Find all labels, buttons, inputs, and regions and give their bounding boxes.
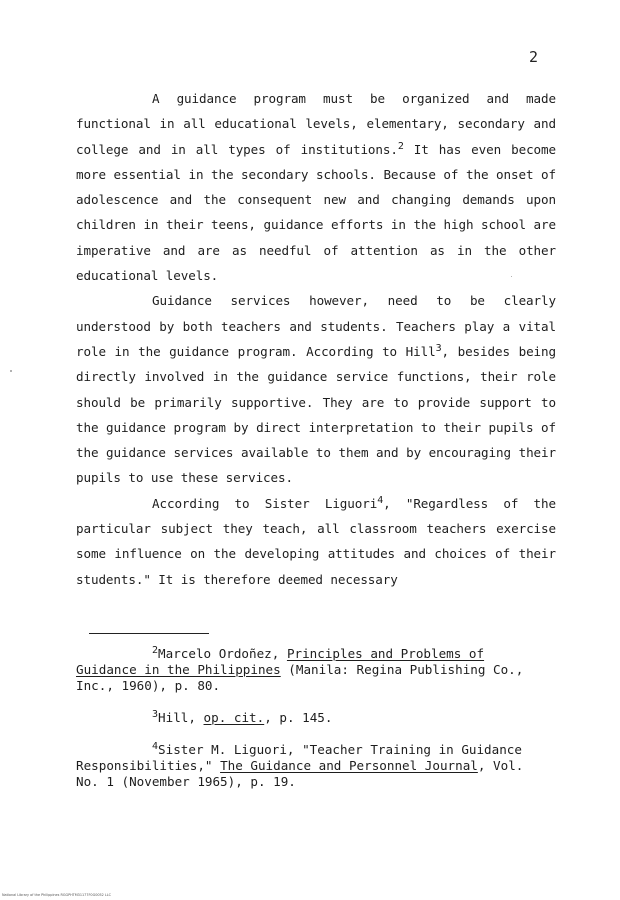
footnote	[76, 710, 548, 726]
footnote-citation: (Manila: Regina Publishing Co., Inc., 1960), p. 80.	[76, 662, 524, 693]
paragraph-text: A guidance program must be organized and made functional in all educational levels, elementary, secondary and college and in all types of institutions.	[76, 91, 556, 157]
paragraph-text: It has even become more essential in the secondary schools. Because of the onset of adolescence and the consequent new and changing demands upon children in their teens, guidance efforts in the high school are imperative and are as needful of attention as in the other educational levels.	[76, 141, 556, 284]
footnote-reference: 3	[435, 342, 442, 354]
paragraph	[76, 491, 556, 592]
paragraph-text: According to Sister Liguori	[152, 495, 378, 511]
footnote-title: Principles and Problems of Guidance in the Philippines	[76, 646, 485, 677]
paragraph-text: , "Regardless of the particular subject they teach, all classroom teachers exercise some influence on the developing attitudes and choices of their students." It is therefore deemed necessary	[76, 495, 556, 587]
scan-speck	[511, 276, 512, 277]
footnote-title: op. cit.	[203, 710, 265, 725]
footnote-reference: 4	[377, 494, 384, 506]
footnote-author: Marcelo Ordoñez,	[158, 646, 287, 661]
footnote-mark: 3	[152, 709, 159, 720]
paragraph	[76, 288, 556, 490]
body-text	[76, 86, 556, 592]
footnote-citation: , Vol. No. 1 (November 1965), p. 19.	[76, 758, 524, 789]
scan-footer: National Library of the Philippines RGGPHTM31177F0G0052 LLC	[2, 893, 112, 897]
paragraph-text: Guidance services however, need to be clearly understood by both teachers and students. Teachers play a vital role in the guidance program. According to Hill	[76, 293, 556, 359]
footnote-author: Hill,	[158, 710, 204, 725]
footnote-author: Sister M. Liguori, "Teacher Training in Guidance Responsibilities,"	[76, 742, 522, 773]
footnote-citation: , p. 145.	[264, 710, 333, 725]
footnote-mark: 2	[152, 645, 159, 656]
paragraph-text: , besides being directly involved in the guidance service functions, their role should be primarily supportive. They are to provide support to the guidance program by direct interpretation to their pupils of the guidance services available to them and by encouraging their pupils to use these services.	[76, 343, 556, 486]
scan-speck	[10, 370, 12, 372]
footnote-reference: 2	[397, 140, 404, 152]
footnote-title: The Guidance and Personnel Journal	[220, 758, 478, 773]
page-number: 2	[529, 48, 539, 66]
footnote	[76, 646, 548, 694]
footnote-mark: 4	[152, 741, 159, 752]
footnotes	[76, 646, 548, 806]
paragraph	[76, 86, 556, 288]
footnote	[76, 742, 548, 790]
footnote-divider	[89, 633, 209, 634]
